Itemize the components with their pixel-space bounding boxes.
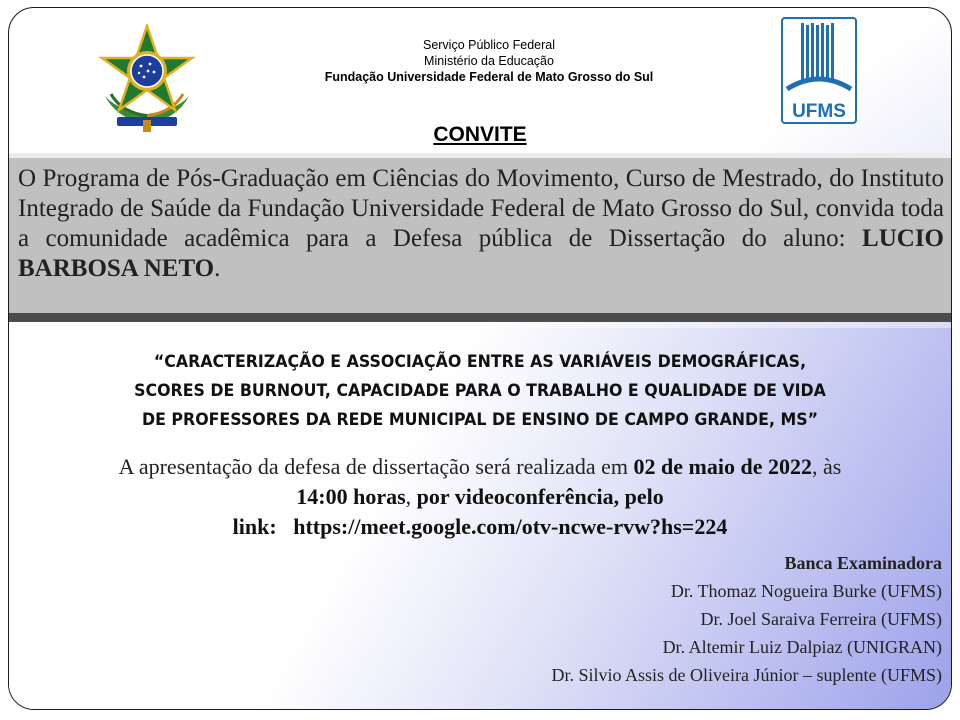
dissertation-title-line-1: “CARACTERIZAÇÃO E ASSOCIAÇÃO ENTRE AS VARIÁVEIS DEMOGRÁFICAS, [153,352,807,372]
presentation-time: 14:00 horas [296,484,406,509]
intro-paragraph [18,164,944,284]
presentation-date: 02 de maio de 2022 [633,454,812,479]
presentation-after-date: , às [812,454,842,479]
intro-band-top-edge [9,153,951,158]
page-title: CONVITE [433,123,527,146]
ufms-logo-text: UFMS [792,101,846,122]
presentation-mode: por videoconferência, pelo [416,484,664,509]
board-member: Dr. Joel Saraiva Ferreira (UFMS) [700,609,942,629]
intro-text: O Programa de Pós-Graduação em Ciências do Movimento, Curso de Mestrado, do Instituto Integrado de Saúde da Fundação Universidade Federal de Mato Grosso do Sul, convida toda a comunidade acadêmica para a Defesa pública de Dissertação do aluno: [18,165,944,252]
board-member: Dr. Silvio Assis de Oliveira Júnior – suplente (UFMS) [551,665,942,685]
invitation-card [8,7,952,710]
presentation-mid: , [405,484,417,509]
link-label: link: [232,514,277,539]
board-member: Dr. Altemir Luiz Dalpiaz (UNIGRAN) [662,637,942,657]
institution-header [249,37,729,85]
presentation-info [9,452,951,542]
examining-board [342,549,942,689]
presentation-line-1 [9,452,951,482]
presentation-line-2 [9,482,951,512]
header-line-ministry: Ministério da Educação [424,54,554,68]
header-line-university: Fundação Universidade Federal de Mato Grosso do Sul [324,70,654,84]
examining-board-title: Banca Examinadora [784,553,942,573]
board-member: Dr. Thomaz Nogueira Burke (UFMS) [670,581,942,601]
dissertation-title [42,348,918,435]
intro-end: . [214,255,221,282]
intro-band-divider [9,313,951,322]
presentation-line-3 [9,512,951,542]
student-name: LUCIO BARBOSA NETO [18,225,944,282]
presentation-prefix: A apresentação da defesa de dissertação será realizada em [118,454,634,479]
meeting-link[interactable]: https://meet.google.com/otv-ncwe-rvw?hs=224 [293,514,728,539]
ufms-logo-icon [781,17,857,124]
brazil-coat-of-arms-icon [97,24,197,134]
header-line-public-service: Serviço Público Federal [422,38,555,52]
dissertation-title-line-2: SCORES DE BURNOUT, CAPACIDADE PARA O TRABALHO E QUALIDADE DE VIDA [134,381,826,401]
dissertation-title-line-3: DE PROFESSORES DA REDE MUNICIPAL DE ENSINO DE CAMPO GRANDE, MS” [142,410,818,430]
